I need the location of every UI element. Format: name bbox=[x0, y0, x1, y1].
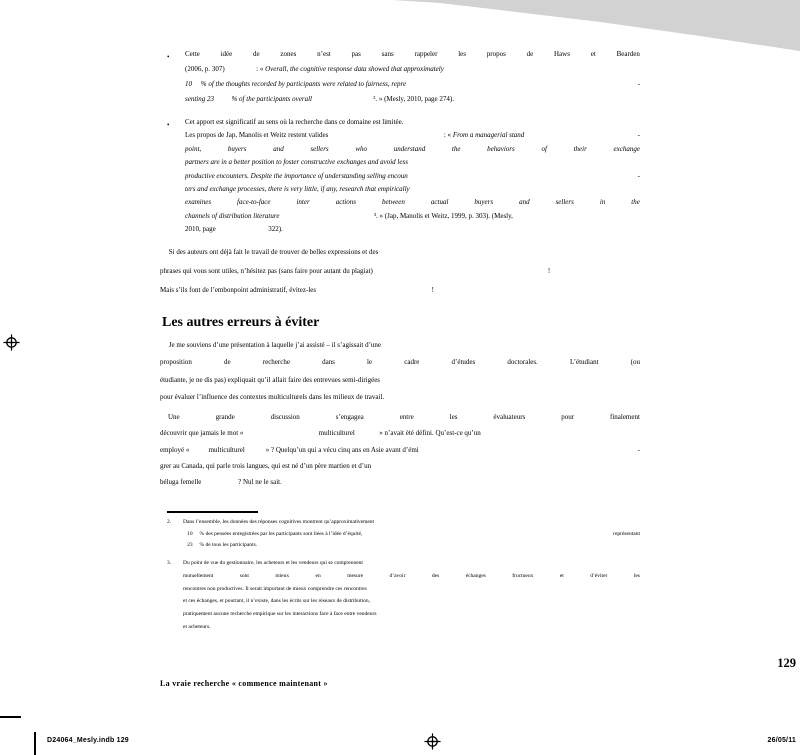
text-line bbox=[160, 413, 640, 429]
text-segment: inter bbox=[296, 198, 310, 207]
text-segment: Overall, the cognitive response data showed that approximately bbox=[265, 65, 444, 73]
text-line bbox=[160, 478, 640, 494]
section-heading: Les autres erreurs à éviter bbox=[162, 315, 320, 330]
text-segment: sellers bbox=[310, 144, 329, 153]
text-segment: d’avoir bbox=[389, 572, 406, 579]
text-segment: Bearden bbox=[616, 50, 640, 58]
text-line bbox=[185, 131, 640, 144]
text-segment: doctorales. bbox=[507, 358, 538, 367]
text-segment: - bbox=[637, 171, 640, 180]
text-segment: 23 % de tous les participants. bbox=[183, 542, 258, 548]
text-segment: grer au Canada, qui parle trois langues, qui est né d’un père martien et d’un bbox=[160, 461, 372, 470]
text-segment: représentant bbox=[613, 530, 640, 537]
text-line bbox=[185, 145, 640, 158]
text-segment: des bbox=[431, 572, 440, 579]
text-line bbox=[160, 286, 640, 305]
text-segment: actual bbox=[430, 198, 449, 207]
text-segment: le bbox=[367, 358, 373, 367]
text-segment: exchange bbox=[613, 144, 640, 153]
text-line bbox=[183, 531, 640, 543]
text-segment: buyers bbox=[474, 198, 494, 207]
bullet-icon: • bbox=[167, 53, 170, 61]
text-segment: the bbox=[451, 144, 461, 153]
text-segment: face-to-face bbox=[237, 198, 271, 207]
text-segment: et bbox=[590, 50, 596, 58]
text-line bbox=[160, 462, 640, 478]
text-segment: Une bbox=[168, 413, 180, 421]
text-segment: their bbox=[573, 144, 587, 153]
text-segment: pratiquement aucune recherche empirique sur les interactions face à face entre vendeurs bbox=[183, 611, 377, 618]
text-segment: - bbox=[637, 445, 640, 454]
text-segment: idée bbox=[220, 50, 233, 58]
footnote-number: 2. bbox=[167, 519, 172, 525]
text-segment: 10 % of the thoughts recorded by participants were related to fairness, repre bbox=[185, 80, 407, 88]
bullet-list bbox=[167, 50, 640, 239]
text-segment: of bbox=[541, 144, 547, 153]
text-line bbox=[160, 267, 640, 286]
footnote-text bbox=[183, 560, 640, 637]
text-segment: understand bbox=[393, 144, 426, 153]
text-line bbox=[160, 341, 640, 358]
paragraph bbox=[160, 413, 640, 494]
text-segment: rappeler bbox=[414, 50, 438, 58]
text-segment: sellers bbox=[555, 198, 574, 207]
text-line bbox=[185, 172, 640, 185]
text-segment: Mais s’ils font de l’embonpoint administratif, évitez-les ! bbox=[160, 286, 434, 294]
text-segment: n’est bbox=[317, 50, 331, 58]
text-segment: Cet apport est significatif au sens où la recherche dans ce domaine est limitée. bbox=[185, 118, 404, 126]
footnote-text bbox=[183, 519, 640, 554]
text-segment: From a managerial stand bbox=[452, 131, 525, 140]
text-segment: mutuellement bbox=[183, 572, 214, 579]
running-footer: La vraie recherche « commence maintenant » bbox=[160, 679, 328, 688]
text-line bbox=[185, 158, 640, 171]
text-line bbox=[160, 446, 640, 462]
text-segment: proposition bbox=[160, 358, 192, 367]
text-segment: dans bbox=[322, 358, 335, 367]
text-segment: d’éviter bbox=[590, 572, 608, 579]
text-segment: L’étudiant bbox=[570, 358, 599, 367]
text-line bbox=[160, 358, 640, 375]
text-line bbox=[185, 225, 640, 238]
bullet-icon: • bbox=[167, 121, 170, 129]
slug-date: 26/05/11 bbox=[767, 737, 796, 744]
text-segment: en bbox=[315, 572, 321, 579]
text-line bbox=[183, 519, 640, 531]
text-segment: les bbox=[633, 572, 640, 579]
text-segment: s’engagea bbox=[335, 413, 364, 421]
text-segment: pour évaluer l’influence des contextes multiculturels dans les milieux de travail. bbox=[160, 393, 385, 402]
text-segment: between bbox=[381, 198, 405, 207]
text-segment: de bbox=[526, 50, 534, 58]
text-line bbox=[185, 95, 640, 110]
footnote-separator bbox=[167, 511, 258, 513]
text-segment: Cette bbox=[185, 50, 200, 58]
text-segment: actions bbox=[335, 198, 356, 207]
text-line bbox=[185, 185, 640, 198]
text-segment: finalement bbox=[610, 413, 640, 421]
text-segment: étudiante, je ne dis pas) expliquait qu’il allait faire des entrevues semi-dirigées bbox=[160, 375, 381, 384]
text-segment: point, bbox=[185, 144, 202, 153]
footnote-number: 3. bbox=[167, 560, 172, 566]
text-segment: les bbox=[449, 413, 458, 421]
text-segment: partners are in a better position to foster constructive exchanges and avoid less bbox=[185, 158, 408, 167]
text-segment: buyers bbox=[227, 144, 247, 153]
text-segment: productive encounters. Despite the importance of understanding selling encoun bbox=[185, 171, 408, 180]
text-segment: - bbox=[637, 80, 640, 88]
text-segment: de bbox=[253, 50, 260, 58]
text-line bbox=[185, 80, 640, 95]
text-segment: Les propos de Jap, Manolis et Weitz restent valides : « bbox=[185, 131, 453, 140]
text-line bbox=[183, 624, 640, 637]
text-segment: et bbox=[559, 572, 564, 579]
text-segment: 10 % des pensées enregistrées par les participants sont liées à l’idée d’équité, bbox=[183, 530, 363, 537]
text-segment: and bbox=[273, 144, 284, 153]
text-segment: discussion bbox=[270, 413, 300, 421]
crop-mark-vertical bbox=[34, 732, 36, 755]
footnote bbox=[167, 519, 640, 554]
text-line bbox=[185, 65, 640, 80]
text-segment: ³. » (Jap, Manolis et Weitz, 1999, p. 303). (Mesly, bbox=[279, 211, 513, 220]
text-segment: examines bbox=[185, 198, 212, 207]
text-segment: and bbox=[519, 198, 530, 207]
text-segment: the bbox=[631, 198, 640, 207]
text-segment: in bbox=[599, 198, 606, 207]
text-segment: zones bbox=[280, 50, 297, 58]
text-segment: (2006, p. 307) : « bbox=[185, 65, 266, 73]
text-segment: channels of distribution literature bbox=[185, 211, 280, 220]
text-segment: grande bbox=[215, 413, 235, 421]
text-segment: fructueux bbox=[512, 572, 534, 579]
text-segment: senting 23 % of the participants overall bbox=[185, 95, 312, 103]
text-segment: Haws bbox=[554, 50, 570, 58]
text-line bbox=[183, 560, 640, 573]
text-segment: 2010, page 322). bbox=[185, 225, 283, 234]
crop-mark-horizontal bbox=[0, 716, 21, 718]
text-segment: rencontres non productives. Il serait important de mieux comprendre ces rencontres bbox=[183, 585, 367, 592]
text-line bbox=[183, 573, 640, 586]
bullet-item bbox=[167, 118, 640, 239]
text-segment: who bbox=[355, 144, 368, 153]
text-segment: phrases qui vous sont utiles, n’hésitez pas (sans faire pour autant du plagiat) ! bbox=[160, 267, 551, 275]
text-line bbox=[183, 586, 640, 599]
slug-filename: D24064_Mesly.indb 129 bbox=[47, 737, 129, 744]
text-segment: béluga femelle ? Nul ne le sait. bbox=[160, 478, 282, 487]
text-line bbox=[185, 118, 640, 131]
text-line bbox=[183, 611, 640, 624]
page-number: 129 bbox=[777, 656, 796, 670]
text-line bbox=[160, 393, 640, 410]
registration-mark-icon bbox=[424, 733, 441, 750]
registration-mark-icon bbox=[3, 334, 20, 351]
text-segment: pour bbox=[561, 413, 575, 421]
text-line bbox=[185, 50, 640, 65]
text-segment: Dans l’ensemble, les données des réponses cognitives montrent qu’approximativement bbox=[183, 519, 375, 525]
paragraph bbox=[160, 248, 640, 305]
text-segment: mieux bbox=[275, 572, 290, 579]
text-segment: propos bbox=[486, 50, 506, 58]
text-segment: cadre bbox=[404, 358, 420, 367]
text-segment: behaviors bbox=[487, 144, 515, 153]
text-segment: sont bbox=[239, 572, 249, 579]
text-segment: entre bbox=[399, 413, 414, 421]
text-segment: évaluateurs bbox=[493, 413, 526, 421]
text-segment: d’études bbox=[451, 358, 476, 367]
bullet-text bbox=[185, 118, 640, 239]
text-segment: mesure bbox=[347, 572, 364, 579]
text-line bbox=[185, 212, 640, 225]
text-segment: Du point de vue du gestionnaire, les acheteurs et les vendeurs qui se comprennent bbox=[183, 560, 363, 566]
text-line bbox=[160, 248, 640, 267]
text-segment: - bbox=[637, 131, 640, 140]
text-line bbox=[160, 376, 640, 393]
text-segment: (ou bbox=[630, 358, 640, 367]
page-corner-shadow bbox=[0, 0, 800, 53]
paragraph bbox=[160, 341, 640, 411]
text-line bbox=[160, 429, 640, 445]
text-segment: échanges bbox=[465, 572, 486, 579]
text-line bbox=[185, 198, 640, 211]
text-segment: ². » (Mesly, 2010, page 274). bbox=[311, 95, 454, 103]
text-segment: sans bbox=[381, 50, 394, 58]
text-segment: et acheteurs. bbox=[183, 623, 211, 630]
text-segment: Si des auteurs ont déjà fait le travail de trouver de belles expressions et des bbox=[160, 248, 379, 256]
text-segment: Je me souviens d’une présentation à laquelle j’ai assisté – il s’agissait d’une bbox=[160, 341, 382, 349]
text-segment: les bbox=[458, 50, 466, 58]
text-segment: employé « multiculturel » ? Quelqu’un qui a vécu cinq ans en Asie avant d’émi bbox=[160, 445, 419, 454]
text-segment: de bbox=[224, 358, 231, 367]
text-segment: ters and exchange processes, there is very little, if any, research that empirically bbox=[185, 184, 410, 193]
text-segment: découvrir que jamais le mot « multiculturel » n’avait été défini. Qu’est-ce qu’un bbox=[160, 429, 481, 438]
text-line bbox=[183, 542, 640, 554]
bullet-text bbox=[185, 50, 640, 110]
text-segment: pas bbox=[351, 50, 361, 58]
footnote bbox=[167, 560, 640, 637]
text-segment: et ces échanges, et pourtant, il n’existe, dans les écrits sur les réseaux de distribution, bbox=[183, 598, 370, 605]
text-line bbox=[183, 598, 640, 611]
bullet-item bbox=[167, 50, 640, 110]
text-segment: recherche bbox=[262, 358, 290, 367]
